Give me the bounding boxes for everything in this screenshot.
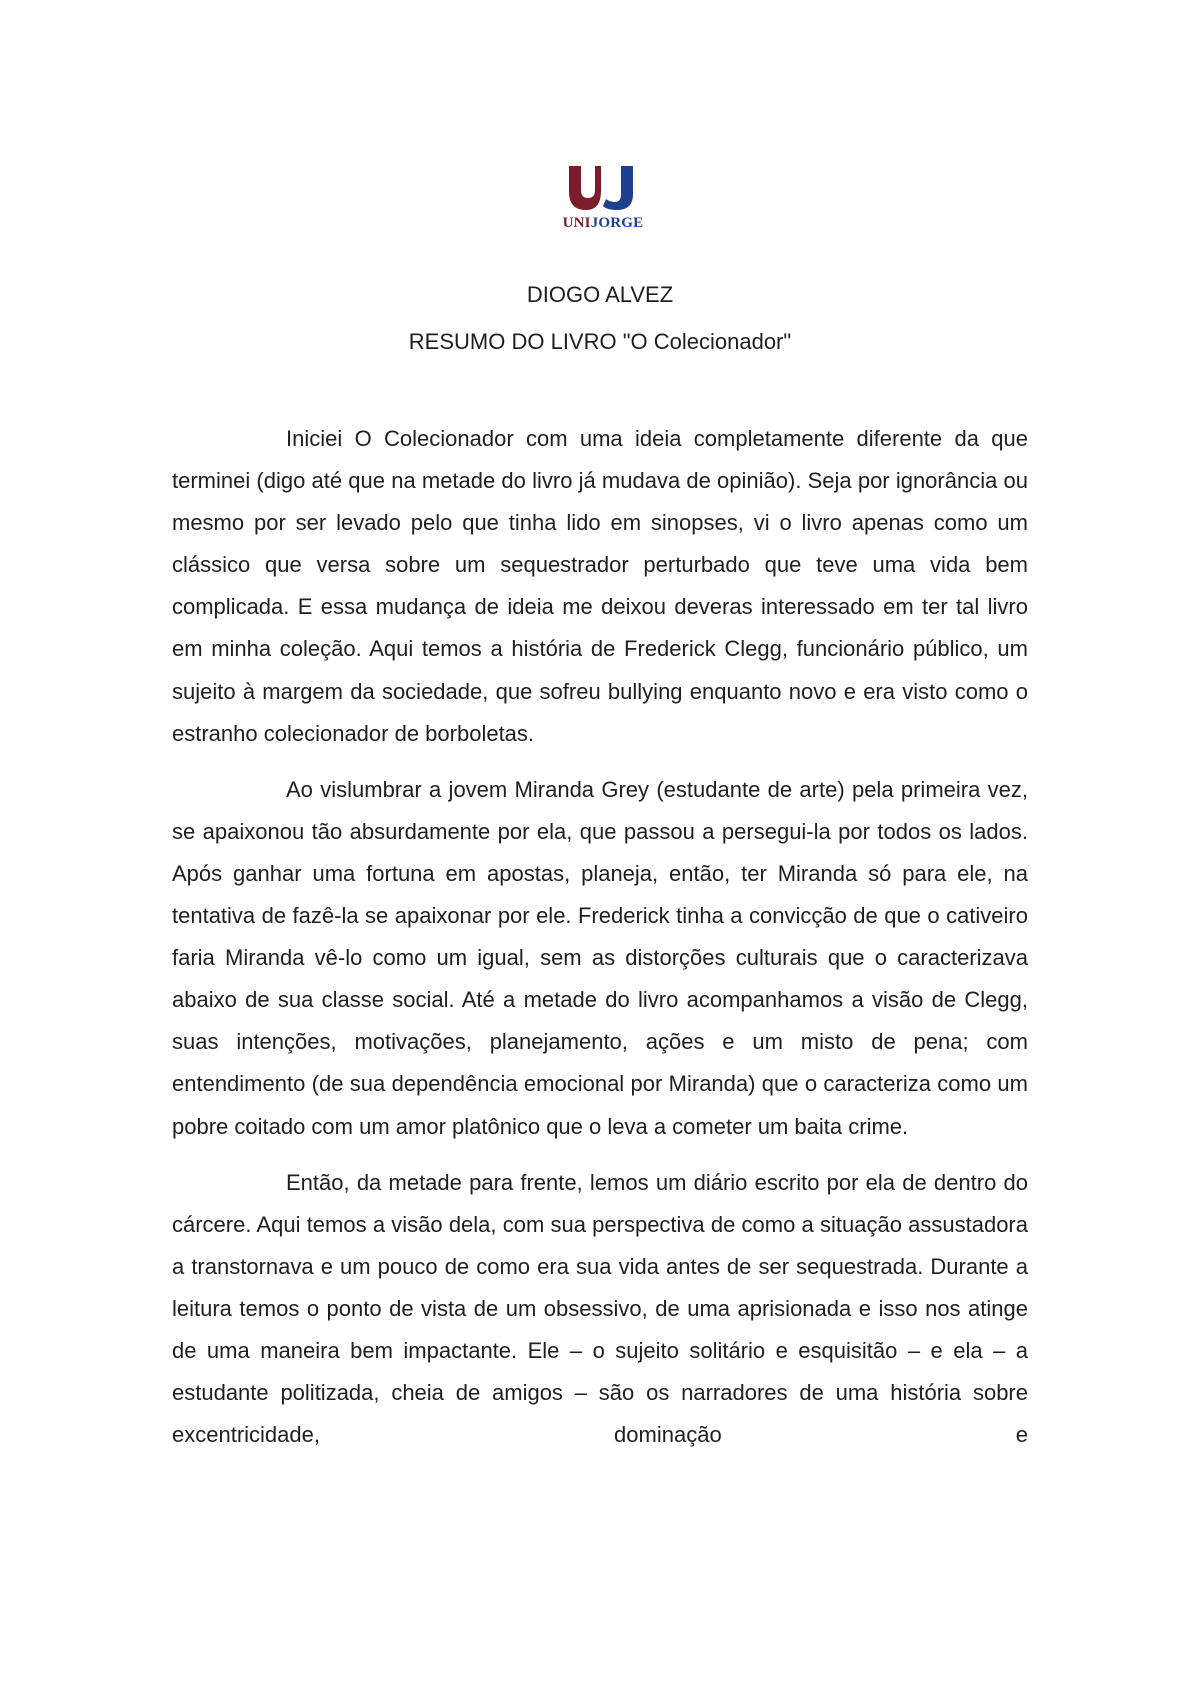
document-title: RESUMO DO LIVRO "O Colecionador" (408, 329, 792, 354)
author-name: DIOGO ALVEZ (526, 282, 674, 307)
logo-j-shape (603, 166, 633, 210)
paragraph-3: Então, da metade para frente, lemos um diário escrito por ela de dentro do cárcere. Aqui temos a visão dela, com sua perspectiva de como a situação assustadora a transtornava e um pouco de como era sua vida antes de ser sequestrada. Durante a leitura temos o ponto de vista de um obsessivo, de uma aprisionada e isso nos atinge de uma maneira bem impactante. Ele – o sujeito solitário e esquisitão – e ela – a estudante politizada, cheia de amigos – são os narradores de uma história sobre excentricidade, dominação e (172, 1169, 1028, 1448)
logo-wordmark (555, 214, 651, 232)
unijorge-logo (555, 164, 651, 236)
logo-u-shape (569, 166, 601, 210)
logo-wordmark-jorge: JORGE (590, 215, 644, 231)
paragraph-2: Ao vislumbrar a jovem Miranda Grey (estudante de arte) pela primeira vez, se apaixonou tão absurdamente por ela, que passou a persegui-la por todos os lados. Após ganhar uma fortuna em apostas, planeja, então, ter Miranda só para ele, na tentativa de fazê-la se apaixonar por ele. Frederick tinha a convicção de que o cativeiro faria Miranda vê-lo como um igual, sem as distorções culturais que o caracterizava abaixo de sua classe social. Até a metade do livro acompanhamos a visão de Clegg, suas intenções, motivações, planejamento, ações e um misto de pena; com entendimento (de sua dependência emocional por Miranda) que o caracteriza como um pobre coitado com um amor platônico que o leva a cometer um baita crime. (172, 776, 1028, 1139)
paragraph-1: Iniciei O Colecionador com uma ideia completamente diferente da que terminei (digo até que na metade do livro já mudava de opinião). Seja por ignorância ou mesmo por ser levado pelo que tinha lido em sinopses, vi o livro apenas como um clássico que versa sobre um sequestrador perturbado que teve uma vida bem complicada. E essa mudança de ideia me deixou deveras interessado em ter tal livro em minha coleção. Aqui temos a história de Frederick Clegg, funcionário público, um sujeito à margem da sociedade, que sofreu bullying enquanto novo e era visto como o estranho colecionador de borboletas. (172, 426, 1028, 746)
logo-wordmark-uni: UNI (562, 215, 591, 231)
uj-logo-mark-icon (555, 164, 651, 214)
document-body (172, 418, 1028, 1456)
